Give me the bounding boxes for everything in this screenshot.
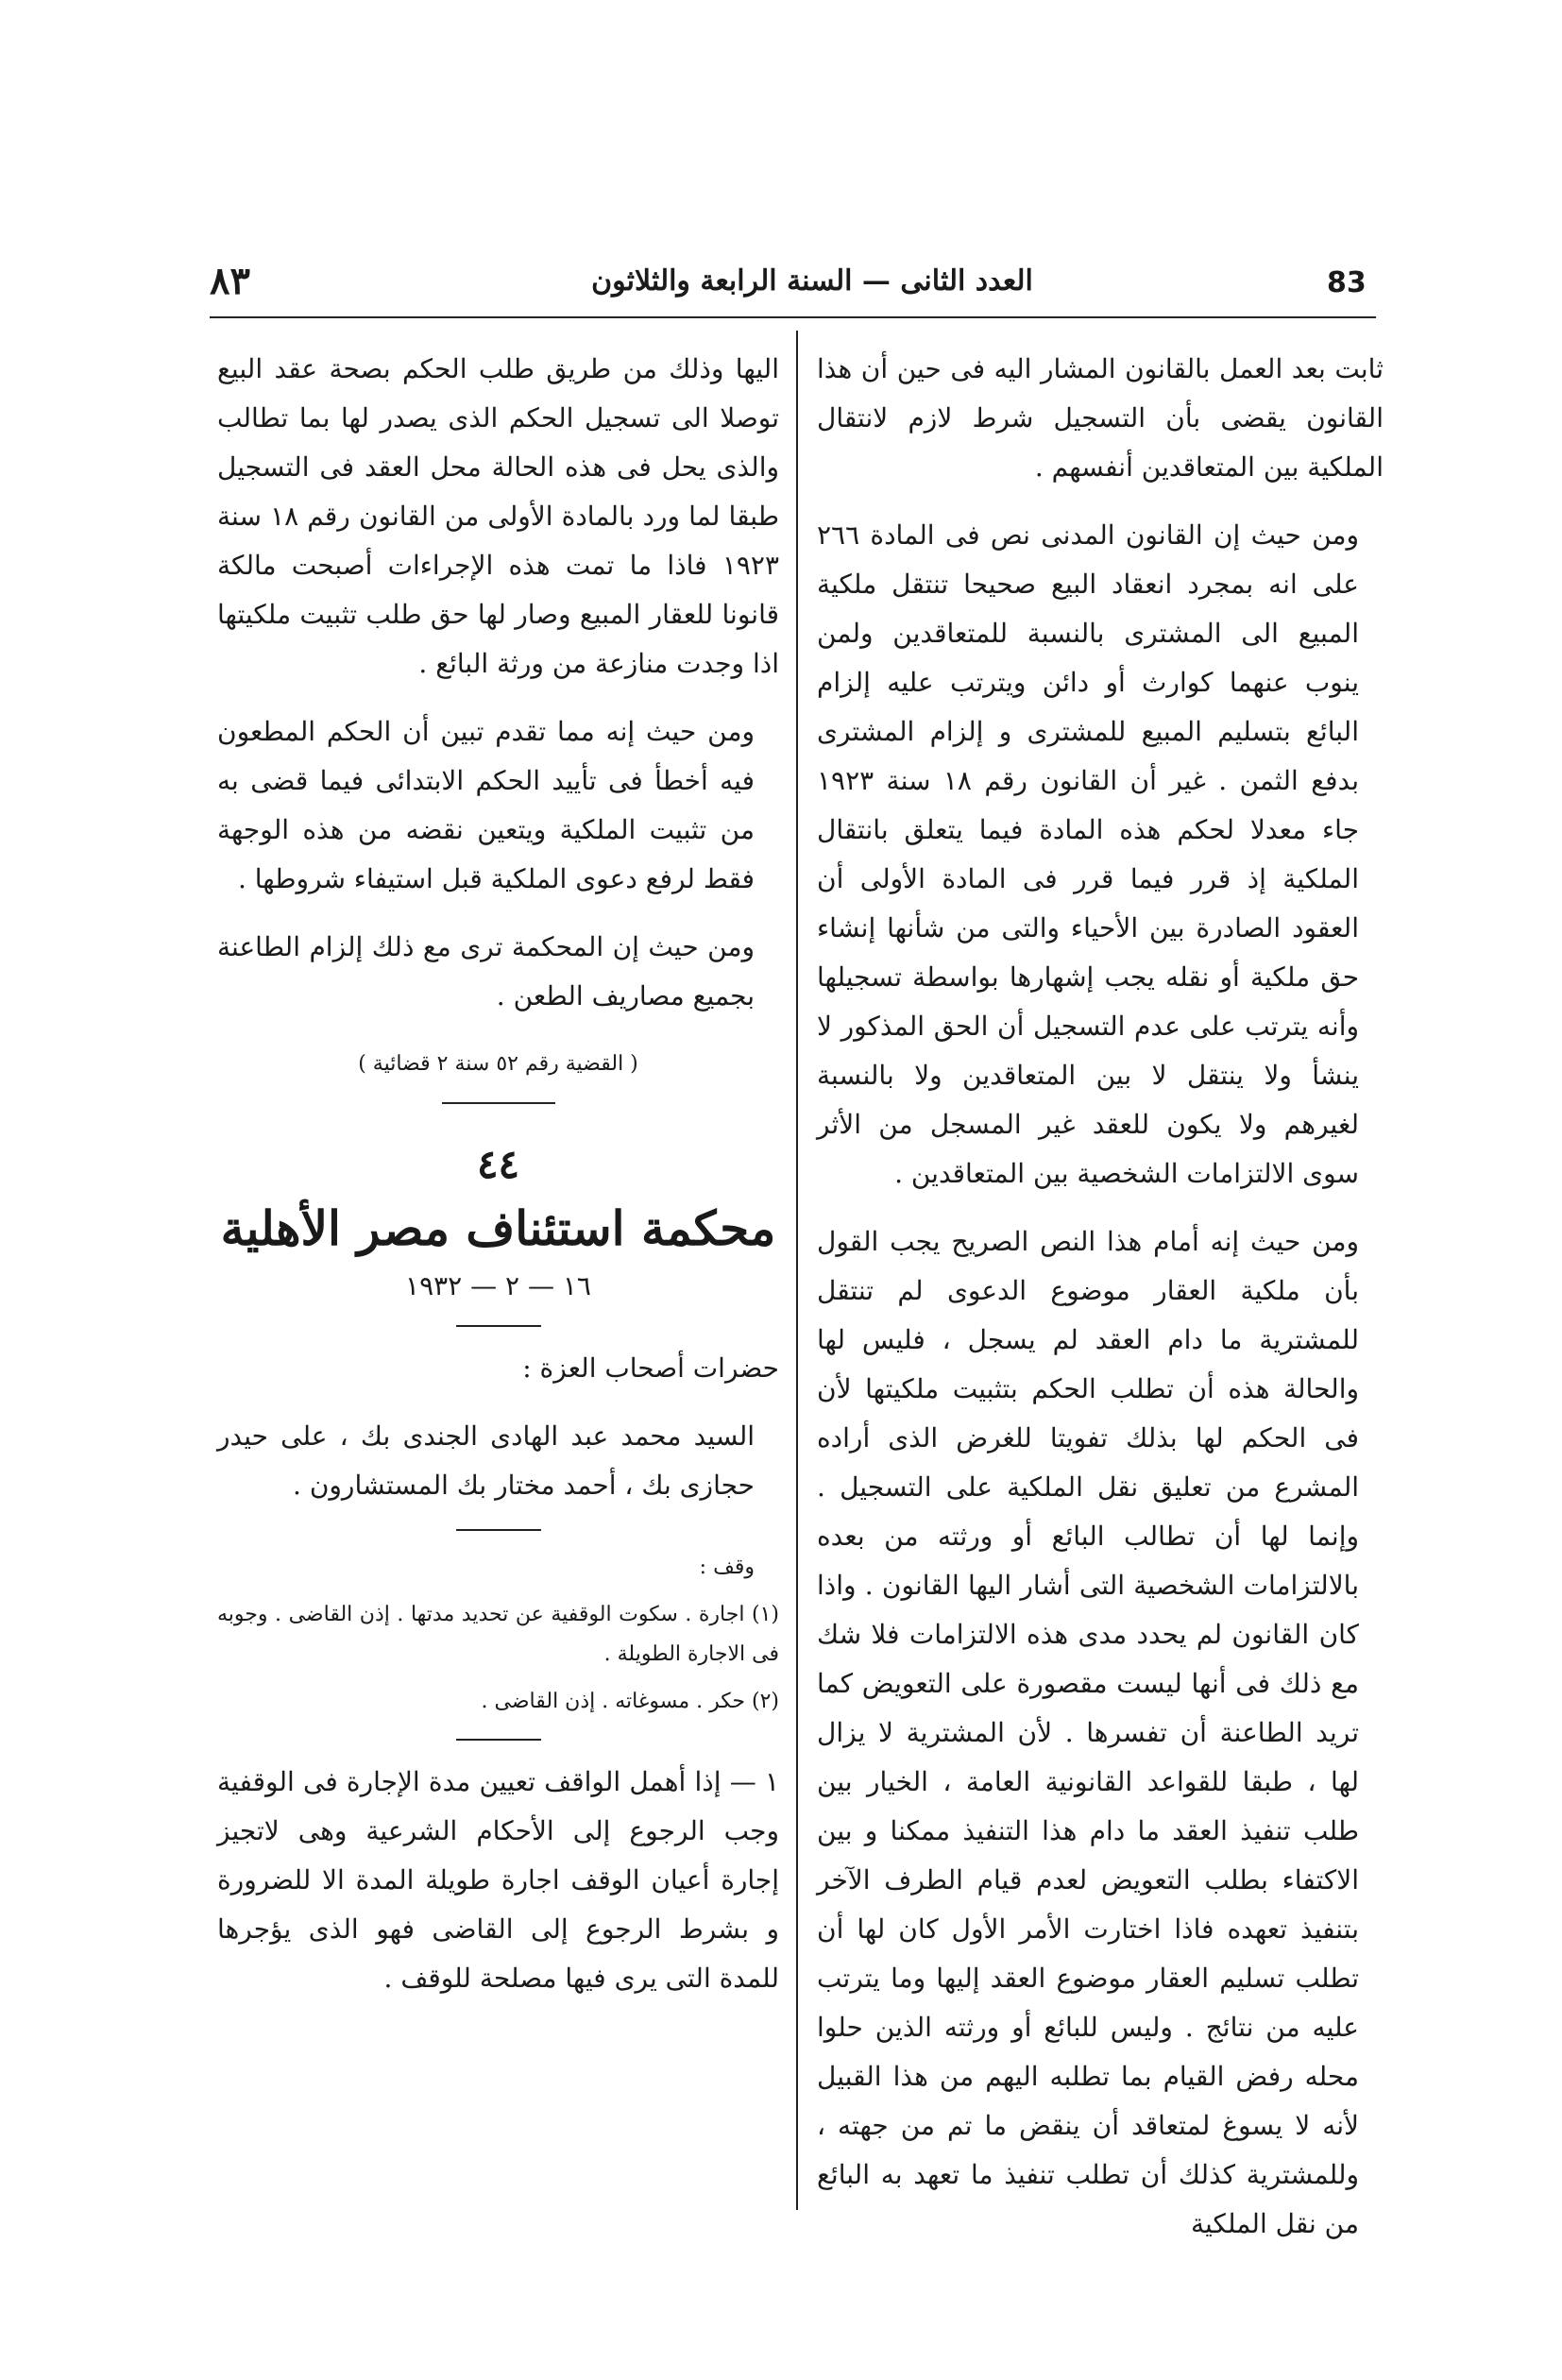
section-rule: [442, 1102, 555, 1104]
headnote-item: (٢) حكر . مسوغاته . إذن القاضى .: [481, 1690, 779, 1713]
paragraph: ومن حيث إنه مما تقدم تبين أن الحكم المطعون فيه أخطأ فى تأييد الحكم الابتدائى فيما قضى به من تثبيت الملكية ويتعين نقضه من هذه الوجهة فقط لرفع دعوى الملكية قبل استيفاء شروطها .: [217, 716, 755, 894]
left-column: [217, 345, 779, 2022]
court-name: محكمة استئناف مصر الأهلية: [220, 1200, 776, 1256]
judges-intro: حضرات أصحاب العزة :: [522, 1352, 779, 1384]
paragraph: ثابت بعد العمل بالقانون المشار اليه فى حين أن هذا القانون يقضى بأن التسجيل شرط لازم لانتقال الملكية بين المتعاقدين أنفسهم .: [817, 353, 1384, 483]
paragraph: ومن حيث إنه أمام هذا النص الصريح يجب القول بأن ملكية العقار موضوع الدعوى لم تنتقل للمشترية ما دام العقد لم يسجل ، فليس لها والحالة هذه أن تطلب الحكم بتثبيت ملكيتها لأن فى الحكم لها بذلك تفويتا للغرض الذى أراده المشرع من تعليق نقل الملكية على التسجيل . وإنما لها أن تطالب البائع أو ورثته من بعده بالالتزامات الشخصية التى أشار اليها القانون . واذا كان القانون لم يحدد مدى هذه الالتزامات فلا شك مع ذلك فى أنها ليست مقصورة على التعويض كما تريد الطاعنة أن تفسرها . لأن المشترية لا يزال لها ، طبقا للقواعد القانونية العامة ، الخيار بين طلب تنفيذ العقد ما دام هذا التنفيذ ممكنا و بين الاكتفاء بطلب التعويض لعدم قيام الطرف الآخر بتنفيذ تعهده فاذا اختارت الأمر الأول كان لها أن تطلب تسليم العقار موضوع العقد إليها وما يترتب عليه من نتائج . وليس للبائع أو ورثته الذين حلوا محله رفض القيام بما تطلبه اليهم من هذا القبيل لأنه لا يسوغ لمتعاقد أن ينقض ما تم من جهته ، وللمشترية كذلك أن تطلب تنفيذ ما تعهد به البائع من نقل الملكية: [817, 1226, 1359, 2239]
paragraph: ١ — إذا أهمل الواقف تعيين مدة الإجارة فى الوقفية وجب الرجوع إلى الأحكام الشرعية وهى لاتجيز إجارة أعيان الوقف اجارة طويلة المدة الا للضرورة و بشرط الرجوع إلى القاضى فهو الذى يؤجرها للمدة التى يرى فيها مصلحة للوقف .: [217, 1766, 779, 1994]
page-number-arabic: ٨٣: [210, 259, 250, 303]
column-divider: [796, 331, 798, 2210]
header-rule: [210, 316, 1376, 318]
judgment-date: ١٦ — ٢ — ١٩٣٢: [405, 1270, 591, 1301]
headnote-item: (١) اجارة . سكوت الوقفية عن تحديد مدتها . إذن القاضى . وجوبه فى الاجارة الطويلة .: [217, 1603, 779, 1666]
running-header-title: العدد الثانى — السنة الرابعة والثلاثون: [591, 264, 1033, 298]
paragraph: اليها وذلك من طريق طلب الحكم بصحة عقد البيع توصلا الى تسجيل الحكم الذى يصدر لها بما تطالب والذى يحل فى هذه الحالة محل العقد فى التسجيل طبقا لما ورد بالمادة الأولى من القانون رقم ١٨ سنة ١٩٢٣ فاذا ما تمت هذه الإجراءات أصبحت مالكة قانونا للعقار المبيع وصار لها حق طلب تثبيت ملكيتها اذا وجدت منازعة من ورثة البائع .: [217, 353, 779, 679]
page-number-latin: 83: [1327, 266, 1367, 299]
short-rule: [456, 1739, 541, 1741]
right-column: [817, 345, 1384, 2268]
short-rule: [456, 1325, 541, 1327]
case-reference: ( القضية رقم ٥٢ سنة ٢ قضائية ): [358, 1052, 638, 1076]
short-rule: [456, 1529, 541, 1531]
paragraph: ومن حيث إن القانون المدنى نص فى المادة ٢٦٦ على انه بمجرد انعقاد البيع صحيحا تنتقل ملكية المبيع الى المشترى بالنسبة للمتعاقدين ولمن ينوب عنهما كوارث أو دائن ويترتب عليه إلزام البائع بتسليم المبيع للمشترى و إلزام المشترى بدفع الثمن . غير أن القانون رقم ١٨ سنة ١٩٢٣ جاء معدلا لحكم هذه المادة فيما يتعلق بانتقال الملكية إذ قرر فيما قرر فى المادة الأولى أن العقود الصادرة بين الأحياء والتى من شأنها إنشاء حق ملكية أو نقله يجب إشهارها بواسطة تسجيلها وأنه يترتب على عدم التسجيل أن الحق المذكور لا ينشأ ولا ينتقل لا بين المتعاقدين ولا بالنسبة لغيرهم ولا يكون للعقد غير المسجل من الأثر سوى الالتزامات الشخصية بين المتعاقدين .: [817, 519, 1359, 1189]
headnotes: [217, 1548, 779, 1722]
paragraph: ومن حيث إن المحكمة ترى مع ذلك إلزام الطاعنة بجميع مصاريف الطعن .: [217, 931, 755, 1012]
judges-list: السيد محمد عبد الهادى الجندى بك ، على حيدر حجازى بك ، أحمد مختار بك المستشارون .: [217, 1420, 755, 1501]
headnote-title: وقف :: [699, 1556, 755, 1579]
case-number: ٤٤: [476, 1141, 520, 1187]
